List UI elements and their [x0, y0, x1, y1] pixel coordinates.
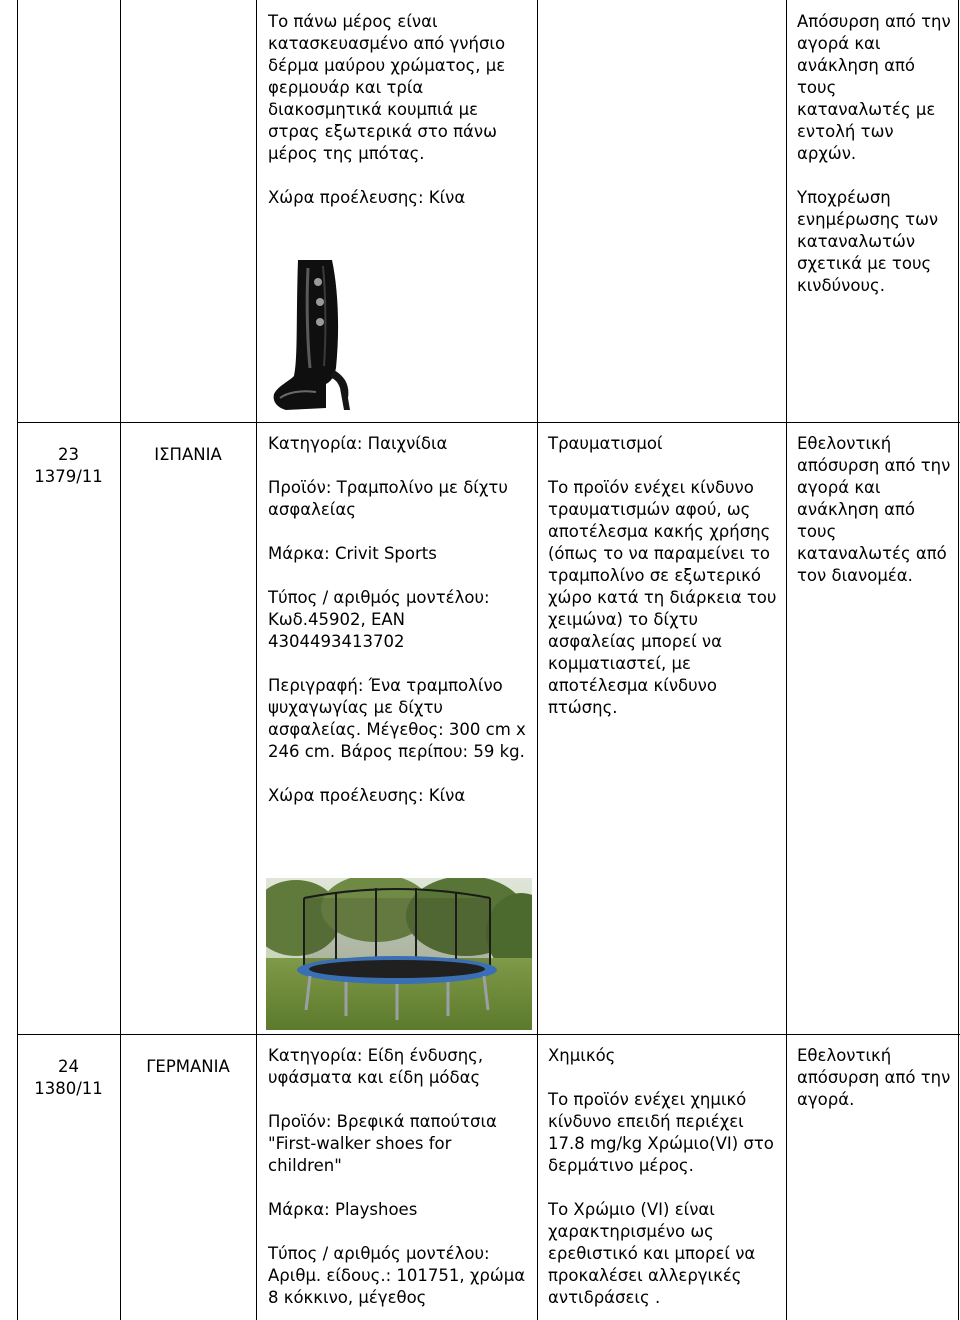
measure-item: Υποχρέωση ενημέρωσης των καταναλωτών σχετικά με τους κινδύνους. [797, 188, 939, 295]
notifying-country: ΙΣΠΑΝΙΑ [154, 445, 222, 464]
row-number: 24 [58, 1057, 79, 1076]
product-brand: Μάρκα: Playshoes [268, 1200, 418, 1219]
trampoline-photo [266, 878, 532, 1030]
measure-item: Εθελοντική απόσυρση από την αγορά και ανάκληση από τους καταναλωτές από τον διανομέα. [797, 434, 951, 585]
column-divider [786, 0, 787, 1320]
measure-item: Απόσυρση από την αγορά και ανάκληση από τους καταναλωτές με εντολή των αρχών. [797, 12, 951, 163]
country-of-origin: Χώρα προέλευσης: Κίνα [268, 188, 466, 207]
country-cell [120, 1056, 256, 1078]
country-of-origin: Χώρα προέλευσης: Κίνα [268, 786, 466, 805]
measure-item: Εθελοντική απόσυρση από την αγορά. [797, 1046, 951, 1109]
measures-cell [797, 1045, 955, 1111]
product-description-cell [268, 11, 530, 209]
product-cell [268, 1045, 530, 1309]
product-description: Το πάνω μέρος είναι κατασκευασμένο από γνήσιο δέρμα μαύρου χρώματος, με φερμουάρ και τρία διακοσμητικά κουμπιά με στρας εξωτερικά στο πάνω μέρος της μπότας. [268, 12, 506, 163]
row-divider [17, 422, 960, 423]
product-cell [268, 433, 530, 807]
risk-description: Το προϊόν ενέχει κίνδυνο τραυματισμών αφού, ως αποτέλεσμα κακής χρήσης (όπως το να παραμείνει το τραμπολίνο σε εξωτερικό χώρο κατά τη διάρκεια του χειμώνα) το δίχτυ ασφαλείας μπορεί να κομματιαστεί, με αποτέλεσμα κίνδυνο πτώσης. [548, 478, 777, 717]
boot-photo [268, 258, 384, 416]
notifying-country: ΓΕΡΜΑΝΙΑ [146, 1057, 230, 1076]
product-category: Κατηγορία: Παιχνίδια [268, 434, 448, 453]
product-brand: Μάρκα: Crivit Sports [268, 544, 437, 563]
trampoline-image [266, 878, 532, 1030]
reference-number: 1380/11 [34, 1079, 103, 1098]
boot-image [268, 258, 384, 416]
risk-cell [548, 433, 780, 719]
risk-type: Χημικός [548, 1046, 616, 1065]
risk-description: Το προϊόν ενέχει χημικό κίνδυνο επειδή περιέχει 17.8 mg/kg Χρώμιο(VI) στο δερμάτινο μέρος. [548, 1090, 774, 1175]
column-divider [120, 0, 121, 1320]
product-category: Κατηγορία: Είδη ένδυσης, υφάσματα και είδη μόδας [268, 1046, 484, 1087]
country-cell [120, 444, 256, 466]
risk-type: Τραυματισμοί [548, 434, 663, 453]
product-model: Τύπος / αριθμός μοντέλου: Κωδ.45902, EAN 4304493413702 [268, 588, 490, 651]
column-divider [17, 0, 18, 1320]
column-divider [256, 0, 257, 1320]
column-divider [537, 0, 538, 1320]
reference-number: 1379/11 [34, 467, 103, 486]
product-description: Περιγραφή: Ένα τραμπολίνο ψυχαγωγίας με δίχτυ ασφαλείας. Μέγεθος: 300 cm x 246 cm. Βάρος περίπου: 59 kg. [268, 676, 526, 761]
row-divider [17, 1034, 960, 1035]
measures-cell [797, 433, 955, 587]
measures-cell [797, 11, 955, 297]
product-name: Προϊόν: Βρεφικά παπούτσια "First-walker shoes for children" [268, 1112, 497, 1175]
notification-id-cell [17, 1056, 120, 1100]
product-name: Προϊόν: Τραμπολίνο με δίχτυ ασφαλείας [268, 478, 508, 519]
product-model: Τύπος / αριθμός μοντέλου: Αριθμ. είδους.: 101751, χρώμα 8 κόκκινο, μέγεθος [268, 1244, 526, 1307]
column-divider [958, 0, 959, 1320]
row-number: 23 [58, 445, 79, 464]
notification-id-cell [17, 444, 120, 488]
risk-description-extra: Το Χρώμιο (VI) είναι χαρακτηρισμένο ως ερεθιστικό και μπορεί να προκαλέσει αλλεργικές αντιδράσεις . [548, 1200, 756, 1307]
risk-cell [548, 1045, 780, 1309]
